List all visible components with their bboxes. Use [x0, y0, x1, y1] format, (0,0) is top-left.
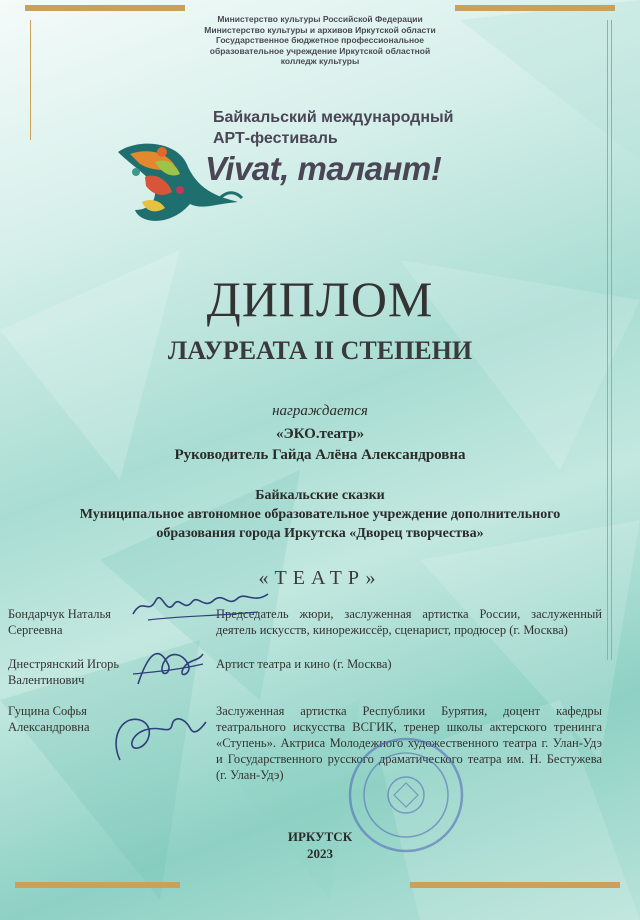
jury-member-description: Заслуженная артистка Республики Бурятия, доцент кафедры театрального искусства ВСГИК, тренер школы актерского тренинга «Ступень». Актриса Молодежного художественного театра г. Улан-Удэ и Государственного русского драматического театра им. Н. Бестужева (г. Улан-Удэ): [216, 704, 602, 782]
program-title: Байкальские сказки: [255, 488, 385, 503]
frame-left-line: [30, 20, 31, 140]
festival-line1: Байкальский международный: [213, 109, 454, 126]
diploma-title: ДИПЛОМ: [206, 271, 434, 327]
signature-icon: [100, 700, 210, 770]
frame-top-bar: [455, 5, 615, 11]
institution-block: [20, 486, 620, 543]
signature-icon: [128, 586, 278, 626]
organizer-line: Министерство культуры и архивов Иркутской области: [204, 24, 436, 35]
festival-line2: АРТ-фестиваль: [213, 130, 338, 147]
jury-member-name: Гущина Софья Александровна: [8, 704, 90, 734]
organizer-line: Государственное бюджетное профессиональное: [215, 35, 425, 45]
frame-bottom-bar: [410, 882, 620, 888]
frame-top-bar: [25, 5, 185, 11]
festival-name: Vivat, талант!: [205, 150, 442, 187]
jury-member-name: Днестрянский Игорь Валентинович: [8, 657, 120, 687]
signature-icon: [128, 634, 208, 694]
institution-line: образования города Иркутска «Дворец творчества»: [156, 526, 484, 541]
organizer-line: образовательное учреждение Иркутской областной: [209, 45, 431, 56]
footer-year: 2023: [307, 846, 333, 861]
recipient-leader: Руководитель Гайда Алёна Александровна: [174, 447, 466, 463]
jury-member-description: Председатель жюри, заслуженная артистка России, заслуженный деятель искусств, кинорежиссёр, сценарист, продюсер (г. Москва): [216, 607, 602, 637]
recipient-name: «ЭКО.театр»: [275, 426, 365, 442]
diploma-subtitle: ЛАУРЕАТА II СТЕПЕНИ: [167, 336, 473, 365]
organizer-line: колледж культуры: [280, 56, 360, 66]
jury-member-name: Бондарчук Наталья Сергеевна: [8, 607, 111, 637]
institution-line: Муниципальное автономное образовательное учреждение дополнительного: [79, 507, 561, 522]
frame-bottom-bar: [15, 882, 180, 888]
organizers-header: [150, 14, 490, 67]
organizer-line: Министерство культуры Российской Федерации: [217, 14, 423, 24]
category-title: «ТЕАТР»: [258, 567, 382, 589]
awarded-label: награждается: [272, 403, 368, 419]
jury-member-description: Артист театра и кино (г. Москва): [216, 657, 392, 671]
footer-city: ИРКУТСК: [287, 829, 353, 844]
